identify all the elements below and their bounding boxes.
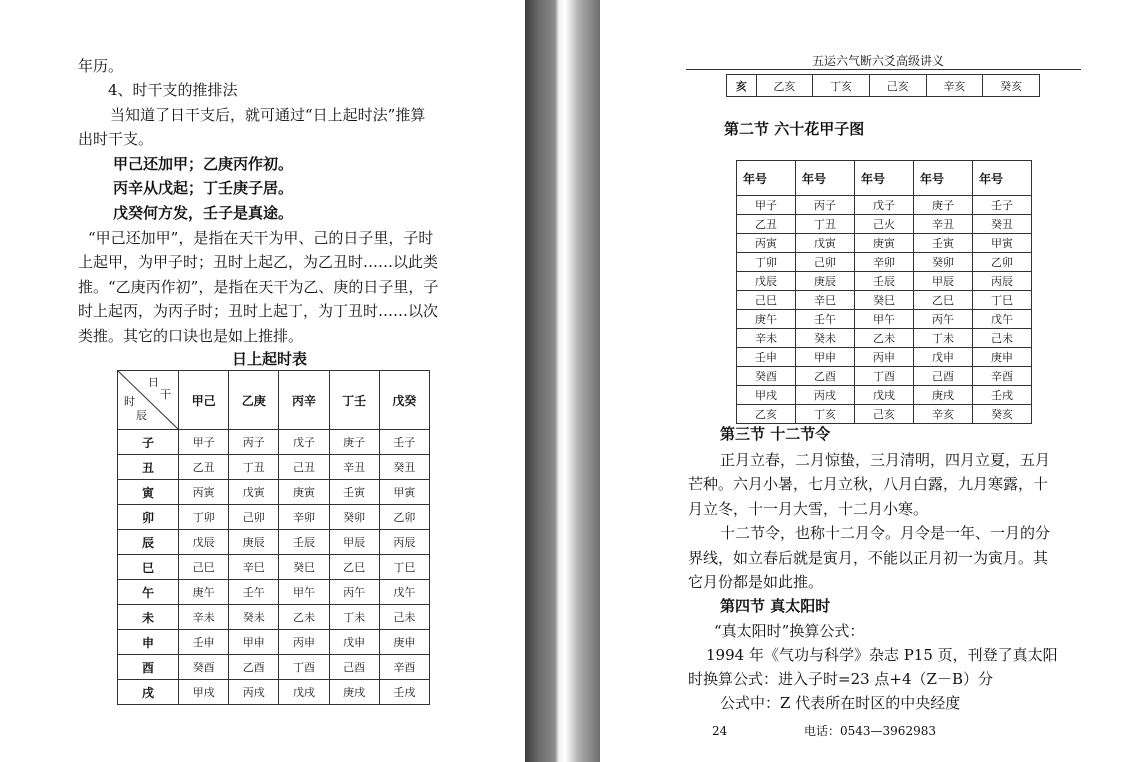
left-page xyxy=(0,0,525,762)
paragraph-line: 正月立春，二月惊蛰，三月清明，四月立夏，五月 xyxy=(720,451,1051,469)
table-cell: 辛未 xyxy=(737,329,796,348)
table-cell: 己卯 xyxy=(229,505,279,530)
table-cell: 乙卯 xyxy=(973,253,1032,272)
table-cell: 丁亥 xyxy=(796,405,855,424)
table-cell: 甲寅 xyxy=(379,480,429,505)
section-heading: 4、时干支的推排法 xyxy=(108,81,238,99)
header-rule xyxy=(686,69,1081,70)
table-row xyxy=(118,605,430,630)
table-cell: 乙丑 xyxy=(737,215,796,234)
table-title: 日上起时表 xyxy=(232,350,308,368)
table-cell: 丁丑 xyxy=(229,455,279,480)
table-row xyxy=(118,580,430,605)
table-row xyxy=(118,455,430,480)
row-header: 申 xyxy=(118,630,179,655)
row-header: 巳 xyxy=(118,555,179,580)
table-cell: 癸卯 xyxy=(914,253,973,272)
column-header: 年号 xyxy=(796,161,855,196)
table-cell: 丙午 xyxy=(329,580,379,605)
row-header: 未 xyxy=(118,605,179,630)
table-cell: 壬子 xyxy=(379,430,429,455)
table-cell: 壬寅 xyxy=(329,480,379,505)
sixty-cycle-table xyxy=(736,160,1032,424)
corner-label: 时 xyxy=(124,395,135,408)
table-cell: 己未 xyxy=(379,605,429,630)
table-cell: 丁酉 xyxy=(855,367,914,386)
table-cell: 戊戌 xyxy=(855,386,914,405)
table-cell: 丁酉 xyxy=(279,655,329,680)
table-row xyxy=(737,386,1032,405)
table-cell: 丙寅 xyxy=(179,480,229,505)
table-cell: 丙戌 xyxy=(796,386,855,405)
paragraph-line: 十二节令，也称十二月令。月令是一年、一月的分 xyxy=(720,524,1051,542)
table-row xyxy=(737,253,1032,272)
table-cell: 戊午 xyxy=(973,310,1032,329)
row-header: 子 xyxy=(118,430,179,455)
table-cell: 庚寅 xyxy=(855,234,914,253)
table-cell: 癸未 xyxy=(229,605,279,630)
row-header: 丑 xyxy=(118,455,179,480)
table-cell: 庚戌 xyxy=(329,680,379,705)
table-cell: 壬寅 xyxy=(914,234,973,253)
table-cell: 癸未 xyxy=(796,329,855,348)
section-heading: 第三节 十二节令 xyxy=(720,425,831,443)
corner-label: 干 xyxy=(160,388,171,401)
table-row xyxy=(737,310,1032,329)
table-row xyxy=(737,291,1032,310)
table-cell: 甲午 xyxy=(855,310,914,329)
table-row xyxy=(118,530,430,555)
table-cell: 丁巳 xyxy=(973,291,1032,310)
table-cell: 甲辰 xyxy=(329,530,379,555)
table-cell: 癸亥 xyxy=(973,405,1032,424)
table-row xyxy=(118,505,430,530)
day-hour-table xyxy=(117,370,430,705)
table-cell: 丙辰 xyxy=(379,530,429,555)
table-cell: 乙卯 xyxy=(379,505,429,530)
table-cell: 戊辰 xyxy=(737,272,796,291)
column-header: 丙辛 xyxy=(279,371,329,430)
table-cell: 丁卯 xyxy=(179,505,229,530)
table-cell: 丙子 xyxy=(229,430,279,455)
table-cell: 丁卯 xyxy=(737,253,796,272)
table-row xyxy=(118,430,430,455)
section-heading: 第二节 六十花甲子图 xyxy=(724,120,865,138)
table-header-row xyxy=(737,161,1032,196)
column-header: 年号 xyxy=(737,161,796,196)
table-cell: 辛亥 xyxy=(914,405,973,424)
paragraph-line: 1994 年《气功与科学》杂志 P15 页，刊登了真太阳 xyxy=(706,646,1058,664)
table-cell: 壬辰 xyxy=(855,272,914,291)
row-header: 戌 xyxy=(118,680,179,705)
table-row xyxy=(118,630,430,655)
table-cell: 己巳 xyxy=(737,291,796,310)
table-cell: 辛酉 xyxy=(973,367,1032,386)
table-cell: 己巳 xyxy=(179,555,229,580)
row-header: 亥 xyxy=(727,75,757,97)
table-cell: 丁巳 xyxy=(379,555,429,580)
table-cell: 辛未 xyxy=(179,605,229,630)
table-row xyxy=(118,555,430,580)
table-cell: 壬子 xyxy=(973,196,1032,215)
table-cell: 甲寅 xyxy=(973,234,1032,253)
paragraph-line: 芒种。六月小暑，七月立秋，八月白露，九月寒露，十 xyxy=(688,475,1049,493)
column-header: 年号 xyxy=(914,161,973,196)
rhyme-line: 丙辛从戊起；丁壬庚子居。 xyxy=(113,179,294,197)
paragraph-line: “真太阳时”换算公式： xyxy=(714,622,865,640)
table-cell: 辛丑 xyxy=(329,455,379,480)
table-cell: 甲子 xyxy=(179,430,229,455)
table-cell: 戊午 xyxy=(379,580,429,605)
table-cell: 戊戌 xyxy=(279,680,329,705)
table-cell: 丙戌 xyxy=(229,680,279,705)
table-cell: 壬申 xyxy=(737,348,796,367)
row-header: 寅 xyxy=(118,480,179,505)
table-cell: 甲子 xyxy=(737,196,796,215)
table-cell: 甲辰 xyxy=(914,272,973,291)
table-cell: 庚寅 xyxy=(279,480,329,505)
table-cell: 丁未 xyxy=(329,605,379,630)
table-row xyxy=(737,196,1032,215)
running-header: 五运六气断六爻高级讲义 xyxy=(812,54,945,68)
table-cell: 甲午 xyxy=(279,580,329,605)
table-cell: 甲戌 xyxy=(737,386,796,405)
corner-label: 辰 xyxy=(136,409,147,422)
table-row xyxy=(737,405,1032,424)
table-cell: 丙午 xyxy=(914,310,973,329)
table-cell: 己亥 xyxy=(869,75,926,97)
table-cell: 戊申 xyxy=(914,348,973,367)
column-header: 乙庚 xyxy=(229,371,279,430)
column-header: 年号 xyxy=(973,161,1032,196)
table-cell: 戊子 xyxy=(855,196,914,215)
table-cell: 丁未 xyxy=(914,329,973,348)
table-cell: 辛丑 xyxy=(914,215,973,234)
table-cell: 壬申 xyxy=(179,630,229,655)
table-cell: 庚辰 xyxy=(796,272,855,291)
table-row xyxy=(737,272,1032,291)
table-cell: 辛巳 xyxy=(796,291,855,310)
table-cell: 己酉 xyxy=(914,367,973,386)
rhyme-line: 甲己还加甲；乙庚丙作初。 xyxy=(113,155,294,173)
table-cell: 癸巳 xyxy=(279,555,329,580)
paragraph-line: 推。“乙庚丙作初”，是指在天干为乙、庚的日子里，子 xyxy=(78,278,439,296)
table-cell: 庚子 xyxy=(329,430,379,455)
paragraph-line: 上起甲，为甲子时；丑时上起乙，为乙丑时……以此类 xyxy=(78,253,439,271)
table-cell: 己酉 xyxy=(329,655,379,680)
section-heading: 第四节 真太阳时 xyxy=(720,597,831,615)
table-cell: 乙丑 xyxy=(179,455,229,480)
table-row xyxy=(118,655,430,680)
table-cell: 丙申 xyxy=(279,630,329,655)
row-header: 午 xyxy=(118,580,179,605)
table-cell: 己亥 xyxy=(855,405,914,424)
table-cell: 癸酉 xyxy=(737,367,796,386)
table-cell: 己丑 xyxy=(279,455,329,480)
rhyme-line: 戊癸何方发，壬子是真途。 xyxy=(113,204,294,222)
table-cell: 庚午 xyxy=(179,580,229,605)
table-row xyxy=(118,680,430,705)
table-cell: 戊寅 xyxy=(229,480,279,505)
table-cell: 乙巳 xyxy=(329,555,379,580)
table-cell: 戊子 xyxy=(279,430,329,455)
table-cell: 戊寅 xyxy=(796,234,855,253)
column-header: 戊癸 xyxy=(379,371,429,430)
table-cell: 辛卯 xyxy=(855,253,914,272)
book-spine-gutter xyxy=(525,0,600,762)
paragraph-line: 它月份都是如此推。 xyxy=(688,573,824,591)
paragraph-line: 当知道了日干支后，就可通过“日上起时法”推算 xyxy=(110,106,426,124)
paragraph-line: 类推。其它的口诀也是如上推排。 xyxy=(78,327,304,345)
table-cell: 乙亥 xyxy=(756,75,813,97)
table-cell: 乙酉 xyxy=(796,367,855,386)
table-cell: 癸亥 xyxy=(983,75,1040,97)
continued-table-row xyxy=(726,74,1040,97)
table-row xyxy=(737,215,1032,234)
table-cell: 丁丑 xyxy=(796,215,855,234)
row-header: 卯 xyxy=(118,505,179,530)
paragraph-line: 时换算公式：进入子时=23 点+4（Z－B）分 xyxy=(688,670,993,688)
table-cell: 庚午 xyxy=(737,310,796,329)
table-row xyxy=(737,348,1032,367)
corner-label: 日 xyxy=(148,376,159,389)
table-cell: 庚辰 xyxy=(229,530,279,555)
table-row xyxy=(737,234,1032,253)
phone-footer: 电话：0543—3962983 xyxy=(804,724,936,738)
table-cell: 戊申 xyxy=(329,630,379,655)
table-cell: 乙未 xyxy=(279,605,329,630)
table-cell: 癸丑 xyxy=(379,455,429,480)
paragraph-line: 出时干支。 xyxy=(78,130,154,148)
paragraph-line: 公式中：Z 代表所在时区的中央经度 xyxy=(720,694,961,712)
table-cell: 壬午 xyxy=(796,310,855,329)
table-cell: 丙寅 xyxy=(737,234,796,253)
diagonal-corner-cell xyxy=(118,371,179,430)
table-cell: 壬戌 xyxy=(973,386,1032,405)
paragraph-line: 月立冬，十一月大雪，十二月小寒。 xyxy=(688,500,929,518)
table-cell: 庚戌 xyxy=(914,386,973,405)
table-cell: 戊辰 xyxy=(179,530,229,555)
table-row xyxy=(727,75,1040,97)
table-cell: 庚申 xyxy=(379,630,429,655)
column-header: 丁壬 xyxy=(329,371,379,430)
table-cell: 辛亥 xyxy=(926,75,983,97)
column-header: 甲己 xyxy=(179,371,229,430)
table-cell: 乙亥 xyxy=(737,405,796,424)
table-cell: 壬午 xyxy=(229,580,279,605)
row-header: 酉 xyxy=(118,655,179,680)
table-row xyxy=(737,367,1032,386)
table-cell: 乙巳 xyxy=(914,291,973,310)
table-cell: 丁亥 xyxy=(813,75,870,97)
paragraph-line: 时上起丙，为丙子时；丑时上起丁，为丁丑时……以次 xyxy=(78,302,439,320)
table-cell: 丙申 xyxy=(855,348,914,367)
text-line: 年历。 xyxy=(78,57,124,75)
table-cell: 辛卯 xyxy=(279,505,329,530)
table-row xyxy=(118,480,430,505)
table-cell: 癸酉 xyxy=(179,655,229,680)
column-header: 年号 xyxy=(855,161,914,196)
table-cell: 己未 xyxy=(973,329,1032,348)
table-cell: 辛巳 xyxy=(229,555,279,580)
table-cell: 乙酉 xyxy=(229,655,279,680)
table-cell: 甲戌 xyxy=(179,680,229,705)
table-cell: 庚申 xyxy=(973,348,1032,367)
page-number: 24 xyxy=(712,724,728,738)
paragraph-line: “甲己还加甲”，是指在天干为甲、己的日子里，子时 xyxy=(88,229,434,247)
paragraph-line: 界线，如立春后就是寅月，不能以正月初一为寅月。其 xyxy=(688,549,1049,567)
table-cell: 癸巳 xyxy=(855,291,914,310)
table-cell: 辛酉 xyxy=(379,655,429,680)
table-cell: 丙子 xyxy=(796,196,855,215)
table-row xyxy=(737,329,1032,348)
table-cell: 壬戌 xyxy=(379,680,429,705)
row-header: 辰 xyxy=(118,530,179,555)
table-cell: 己卯 xyxy=(796,253,855,272)
table-cell: 壬辰 xyxy=(279,530,329,555)
table-cell: 癸丑 xyxy=(973,215,1032,234)
table-cell: 庚子 xyxy=(914,196,973,215)
table-cell: 癸卯 xyxy=(329,505,379,530)
table-cell: 丙辰 xyxy=(973,272,1032,291)
table-cell: 甲申 xyxy=(229,630,279,655)
table-cell: 乙未 xyxy=(855,329,914,348)
table-cell: 己火 xyxy=(855,215,914,234)
table-header-row xyxy=(118,371,430,430)
table-cell: 甲申 xyxy=(796,348,855,367)
